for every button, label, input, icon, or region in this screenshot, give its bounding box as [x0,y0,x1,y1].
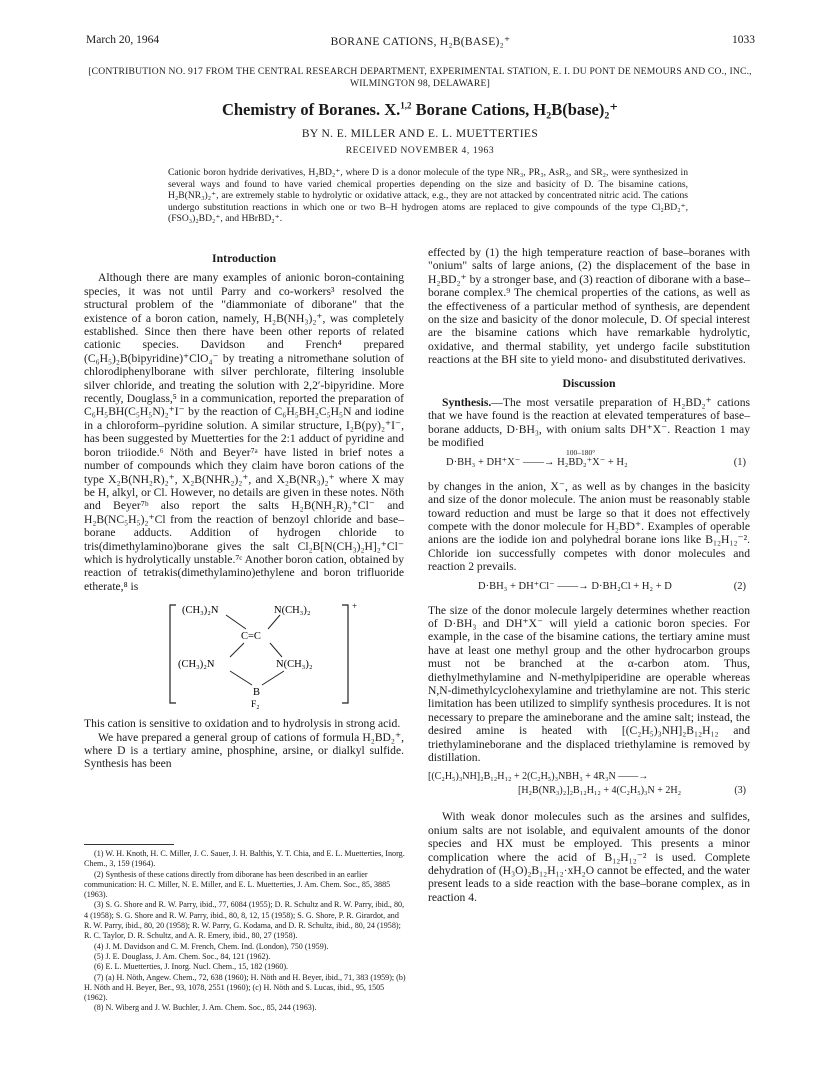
struct-nme2-bottom-right: N(CH₃)₂ [276,659,313,671]
structure-drawing [84,599,404,709]
intro-paragraph-2: This cation is sensitive to oxidation and to hydrolysis in strong acid. [84,717,401,731]
synthesis-text: —The most versatile preparation of H₂BD₂⁺ cations that we have found is the reaction at elevated temperatures of base–borane adducts, D·BH₃, with onium salts DH⁺X⁻. Reaction 1 may be modified [428,396,750,450]
reference-2: (2) Synthesis of these cations directly from diborane has been described in an earlier communication: H. C. Miller, N. E. Miller, and E. L. Muetterties, J. Am. Chem. Soc., 85, 3885 (1963). [84,869,391,900]
equation-3-line-1: [(C₂H₅)₃NH]₂B₁₂H₁₂ + 2(C₂H₅)₃NBH₃ + 4R₃N ——→ [428,771,649,783]
abstract: Cationic boron hydride derivatives, H₂BD₂⁺, where D is a donor molecule of the type NR₃, PR₃, AsR₃, and SR₂, were synthesized in several ways and found to have varied chemical properties depending on the size and basicity of D. The bisamine cations, H₂B(NR₃)₂⁺, are extremely stable to hydrolytic or oxidative attack, e.g., they are not attacked by concentrated nitric acid. The cations undergo substitution reactions in which one or two B–H hydrogen atoms are replaced to give compounds of the type Cl₂BD₂⁺, (FSO₃)₂BD₂⁺, and HBrBD₂⁺. [168,167,688,225]
equation-1-number: (1) [733,456,746,468]
cation-structure [84,599,404,709]
right-paragraph-3: by changes in the anion, X⁻, as well as by changes in the basicity and size of the donor molecule. The anion must be reasonably stable toward reduction and must be large so that it does not effectively compete with the donor molecule for H₂BD⁺. Examples of operable anions are the iodide ion and polyhedral borane ions like B₁₂H₁₂⁻². Chloride ion successfully competes with donor molecules and reaction 2 prevails. [428,479,750,574]
reference-5: (5) J. E. Douglass, J. Am. Chem. Soc., 84, 121 (1962). [94,951,271,961]
reference-3: (3) S. G. Shore and R. W. Parry, ibid., 77, 6084 (1955); D. R. Schultz and R. W. Parry, ibid., 80, 4 (1958); S. G. Shore and R. W. Parry, ibid., 80, 8, 12, 15 (1958); S. G. Shore, P. R. Girardot, and R. W. Parry, ibid., 80, 20 (1958); R. W. Parry, G. Kodama, and D. R. Schultz, ibid., 80, 24 (1958); R. C. Taylor, D. R. Schultz, and A. R. Emery, ibid., 80, 27 (1958). [84,900,405,941]
authors: BY N. E. MILLER AND E. L. MUETTERTIES [301,128,539,140]
right-paragraph-1: effected by (1) the high temperature reaction of base–boranes with "onium" salts of large anions, (2) the displacement of the base in H₂BD₂⁺ by a stronger base, and (3) reaction of diborane with a base–borane complex.⁹ The chemical properties of the cations, as well as the effectiveness of a particular method of synthesis, are dependent on the size and basicity of the donor molecule, D. Of special interest are the bisamine cations which have remarkable hydrolytic, oxidative, and thermal stability, yet undergo facile substitution reactions at the BH site to yield mono- and disubstituted derivatives. [428,246,750,367]
equation-3-line-2: [H₂B(NR₃)₂]₂B₁₂H₁₂ + 4(C₂H₅)₃N + 2H₂ [518,785,682,797]
title-subject: Borane Cations, H₂B(base)₂⁺ [415,100,619,119]
equation-1-text: D·BH₃ + DH⁺X⁻ ——→ H₂BD₂⁺X⁻ + H₂ [446,456,628,468]
reference-1: (1) W. H. Knoth, H. C. Miller, J. C. Sauer, J. H. Balthis, Y. T. Chia, and E. L. Muetterties, Inorg. Chem., 3, 159 (1964). [84,849,405,869]
equation-1 [428,447,750,472]
title-number: X. [384,100,401,119]
references [84,844,406,1014]
struct-double-bond: C=C [241,631,261,643]
equation-3 [428,770,750,800]
contribution-note: [CONTRIBUTION NO. 917 FROM THE CENTRAL RESEARCH DEPARTMENT, EXPERIMENTAL STATION, E. I. DU PONT DE NEMOURS AND CO., INC., WILMINGTON 98, DELAWARE] [88,66,752,89]
running-head-title: BORANE CATIONS, H₂B(BASE)₂⁺ [330,36,511,48]
reference-8: (8) N. Wiberg and J. W. Buchler, J. Am. Chem. Soc., 85, 244 (1963). [94,1003,317,1013]
intro-paragraph-1: Although there are many examples of anionic boron-containing species, it was not until Parry and co-workers³ resolved the structural problem of the "diammoniate of diborane" that the existence of a boron cation, namely, H₂B(NH₃)₂⁺, was completely established. Since then there have been other reports of related cationic species. Davidson and French⁴ prepared (C₆H₅)₂B(bipyridine)⁺ClO₄⁻ by treating a nitromethane solution of chlorodiphenylborane with silver perchlorate, filtering insoluble silver chloride, and treating the solution with 2,2′-bipyridine. More recently, Douglass,⁵ in a communication, reported the preparation of C₆H₅BH(C₅H₅N)₂⁺I⁻ by the reaction of C₆H₅BH₂C₅H₅N and iodine in a chloroform–pyridine solution. A similar structure, I₂B(py)₂⁺I⁻, has been suggested by Muetterties for the 2:1 adduct of pyridine and boron triiodide.⁶ Nöth and Beyer⁷ᵃ have listed in brief notes a number of compounds which they claim have boron cations of the type X₂B(NH₂R)₂⁺, X₂B(NHR₂)₂⁺, and X₂B(NR₃)₂⁺ where X may be H, alkyl, or Cl. However, no details are given in these notes. Nöth and Beyer⁷ᵇ also report the salts H₂B(NH₂R)₂⁺Cl⁻ and H₂B(NC₅H₅)₂⁺Cl from the reaction of benzoyl chloride and base–borane adducts. Addition of hydrogen chloride to tris(dimethylamino)borane gives the salt Cl₂B[N(CH₃)₂H]₂⁺Cl⁻ which is hydrolytically unstable.⁷ᶜ Another boron cation, obtained by reaction of tetrakis(dimethylamino)ethylene and boron trifluoride etherate,⁸ is [84,271,404,593]
running-head [86,34,755,50]
right-column [428,246,750,904]
received-date: RECEIVED NOVEMBER 4, 1963 [345,146,495,156]
title-main: Chemistry of Boranes. [221,100,381,119]
equation-2-number: (2) [733,580,746,592]
equation-3-number: (3) [734,785,746,797]
reference-6: (6) E. L. Muetterties, J. Inorg. Nucl. Chem., 15, 182 (1960). [94,962,289,972]
right-paragraph-4: The size of the donor molecule largely determines whether reaction of D·BH₃ and DH⁺X⁻ will yield a cationic boron species. For example, in the case of the bisamine cations, the tertiary amine must have at least one methyl group and the other hydrocarbon groups must not be branched at the α-carbon atom. Thus, diethylmethylamine and N-methylpiperidine are operable whereas N,N-dimethylcyclohexylamine and triethylamine are not. This steric limitation has been utilized to simplify synthesis procedures. It is not necessary to prepare the amineborane and the amine salt; instead, the desired amine is heated with [(C₂H₅)₃NH]₂B₁₂H₁₂ and triethylamineborane and the displaced triethylamine is removed by distillation. [428,603,750,764]
title-refs: 1,2 [400,100,412,111]
struct-nme2-top-right: N(CH₃)₂ [274,605,311,617]
footnote-rule [84,844,174,845]
synthesis-paragraph [428,396,750,450]
right-paragraph-5: With weak donor molecules such as the arsines and sulfides, onium salts are not isolable, and equivalent amounts of the donor species and HX must be employed. This presents a minor complication where the acid of B₁₂H₁₂⁻² is used. Complete dehydration of (H₃O)₂B₁₂H₁₂·xH₂O cannot be effected, and the water present leads to a side reaction with the base–borane complex, as in reaction 4. [428,810,750,904]
left-column [84,248,404,771]
struct-nme2-bottom-left: (CH₃)₂N [178,659,215,671]
introduction-heading: Introduction [211,251,277,265]
equation-2-text: D·BH₃ + DH⁺Cl⁻ ——→ D·BH₂Cl + H₂ + D [478,580,672,592]
synthesis-run-in: Synthesis. [442,396,492,410]
struct-f2: F₂ [251,700,260,710]
article-title [80,100,760,120]
running-head-date: March 20, 1964 [86,34,160,46]
struct-nme2-top-left: (CH₃)₂N [182,605,219,617]
equation-2 [428,580,750,596]
struct-charge: + [352,601,358,612]
reference-4: (4) J. M. Davidson and C. M. French, Chem. Ind. (London), 750 (1959). [94,941,329,951]
equation-1-condition: 100–180° [566,447,596,457]
reference-7: (7) (a) H. Nöth, Angew. Chem., 72, 638 (1960); H. Nöth and H. Beyer, ibid., 71, 383 (1959); (b) H. Nöth and H. Beyer, Ber., 93, 1078, 2551 (1960); (c) H. Nöth and S. Lucas, ibid., 95, 1505 (1962). [84,972,406,1003]
struct-boron: B [253,687,261,699]
discussion-heading: Discussion [562,375,616,390]
page-number: 1033 [732,34,755,46]
intro-paragraph-3: We have prepared a general group of cations of formula H₂BD₂⁺, where D is a tertiary amine, phosphine, arsine, or dialkyl sulfide. Synthesis has been [84,730,404,771]
